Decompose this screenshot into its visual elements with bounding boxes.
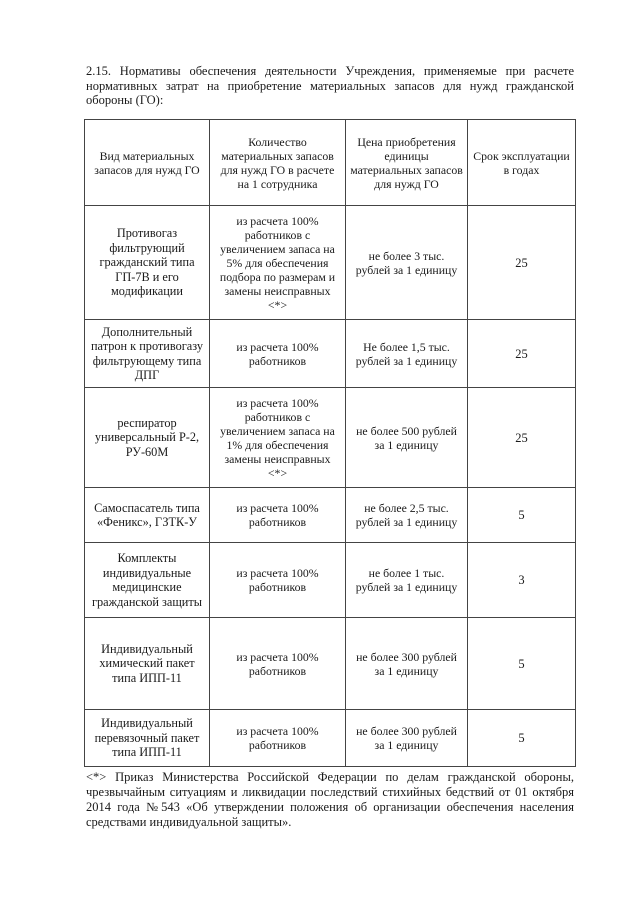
cell-price: не более 2,5 тыс. рублей за 1 единицу [346, 488, 468, 543]
cell-price: не более 500 рублей за 1 единицу [346, 388, 468, 488]
table-row [85, 618, 576, 710]
cell-name: Комплекты индивидуальные медицинские гражданской защиты [85, 543, 210, 618]
cell-price: не более 3 тыс. рублей за 1 единицу [346, 206, 468, 320]
table-row [85, 488, 576, 543]
cell-price: не более 300 рублей за 1 единицу [346, 710, 468, 767]
footnote: <*> Приказ Министерства Российской Федерации по делам гражданской обороны, чрезвычайным ситуациям и ликвидации последствий стихийных бедствий от 01 октября 2014 года №543 «Об утверждении положения об организации обеспечения населения средствами индивидуальной защиты». [86, 770, 574, 829]
cell-price: не более 300 рублей за 1 единицу [346, 618, 468, 710]
table-row [85, 320, 576, 388]
table-row [85, 543, 576, 618]
cell-quantity: из расчета 100% работников [210, 710, 346, 767]
cell-life: 25 [468, 320, 576, 388]
norms-table [84, 119, 576, 767]
table-header-row [85, 120, 576, 206]
section-heading: 2.15. Нормативы обеспечения деятельности Учреждения, применяемые при расчете нормативных затрат на приобретение материальных запасов для нужд гражданской обороны (ГО): [86, 64, 574, 107]
cell-price: Не более 1,5 тыс. рублей за 1 единицу [346, 320, 468, 388]
cell-life: 5 [468, 618, 576, 710]
cell-name: Самоспасатель типа «Феникс», ГЗТК-У [85, 488, 210, 543]
cell-quantity: из расчета 100% работников с увеличением запаса на 1% для обеспечения замены неисправных <*> [210, 388, 346, 488]
header-material-type: Вид материальных запасов для нужд ГО [85, 120, 210, 206]
cell-quantity: из расчета 100% работников [210, 543, 346, 618]
cell-life: 25 [468, 206, 576, 320]
cell-life: 25 [468, 388, 576, 488]
cell-name: Дополнительный патрон к противогазу фильтрующему типа ДПГ [85, 320, 210, 388]
header-service-life: Срок эксплуатации в годах [468, 120, 576, 206]
cell-life: 3 [468, 543, 576, 618]
cell-name: Индивидуальный перевязочный пакет типа ИПП-11 [85, 710, 210, 767]
table-row [85, 388, 576, 488]
cell-name: респиратор универсальный Р-2, РУ-60М [85, 388, 210, 488]
table-row [85, 206, 576, 320]
cell-life: 5 [468, 488, 576, 543]
table-row [85, 710, 576, 767]
cell-life: 5 [468, 710, 576, 767]
cell-quantity: из расчета 100% работников [210, 618, 346, 710]
cell-quantity: из расчета 100% работников [210, 488, 346, 543]
cell-price: не более 1 тыс. рублей за 1 единицу [346, 543, 468, 618]
header-price: Цена приобретения единицы материальных запасов для нужд ГО [346, 120, 468, 206]
header-quantity: Количество материальных запасов для нужд ГО в расчете на 1 сотрудника [210, 120, 346, 206]
cell-quantity: из расчета 100% работников [210, 320, 346, 388]
cell-name: Противогаз фильтрующий гражданский типа ГП-7В и его модификации [85, 206, 210, 320]
cell-quantity: из расчета 100% работников с увеличением запаса на 5% для обеспечения подбора по размерам и замены неисправных <*> [210, 206, 346, 320]
cell-name: Индивидуальный химический пакет типа ИПП-11 [85, 618, 210, 710]
